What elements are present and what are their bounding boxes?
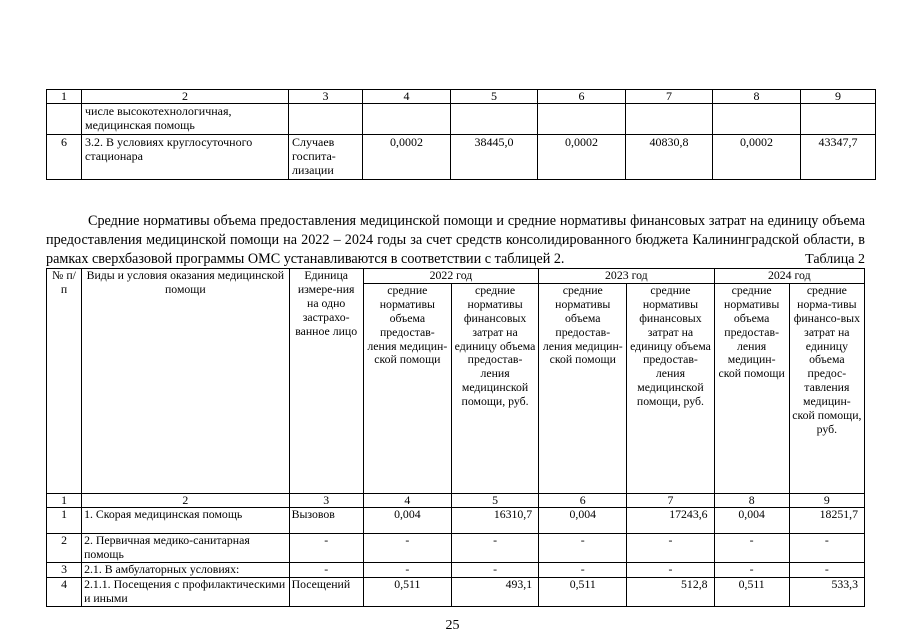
row-value: 17243,6 [627,507,714,533]
row-num [47,104,82,135]
row-unit: Вызовов [289,507,363,533]
row-value: - [714,562,789,577]
row-value: 0,511 [539,577,627,606]
row-name: 2.1. В амбулаторных условиях: [82,562,290,577]
row-value: - [451,533,538,562]
row-value: - [363,562,451,577]
row-value: 18251,7 [789,507,864,533]
col-number: 4 [363,493,451,507]
header-finance-2023: средние нормативы финансовых затрат на единицу объема предостав-ления медицинской помощи, руб. [627,283,714,493]
row-unit: Случаев госпита-лизации [289,135,363,180]
table-continuation [46,89,876,180]
header-volume-2022: средние нормативы объема предостав-ления медицин-ской помощи [363,283,451,493]
row-value [451,104,538,135]
row-value: 0,004 [539,507,627,533]
row-value: 0,511 [363,577,451,606]
row-unit: - [289,533,363,562]
row-value: - [714,533,789,562]
row-value [363,104,451,135]
row-name: числе высокотехнологичная, медицинская помощь [82,104,289,135]
row-value: 493,1 [451,577,538,606]
row-value: 40830,8 [626,135,713,180]
row-value: 512,8 [627,577,714,606]
row-value [713,104,801,135]
header-year-2022: 2022 год [363,269,538,284]
col-number: 3 [289,90,363,104]
table-row [47,533,865,562]
row-num: 4 [47,577,82,606]
row-value: 0,0002 [538,135,626,180]
row-value [626,104,713,135]
table-2 [46,268,865,607]
header-unit: Единица измере-ния на одно застрахо-ванное лицо [289,269,363,494]
body-paragraph: Средние нормативы объема предоставления медицинской помощи и средние нормативы финансовых затрат на единицу объема предоставления медицинской помощи на 2022 – 2024 годы за счет средств консолидированного бюджета Калининградской области, в рамках сверхбазовой программы ОМС устанавливаются в соответствии с таблицей 2. [46,213,865,268]
col-number: 9 [789,493,864,507]
col-number: 6 [539,493,627,507]
header-year-2024: 2024 год [714,269,864,284]
row-value: - [789,562,864,577]
col-number: 2 [82,90,289,104]
header-num: № п/п [47,269,82,494]
table-row [47,135,876,180]
col-number: 4 [363,90,451,104]
column-number-row [47,90,876,104]
row-value: - [789,533,864,562]
row-value: - [539,533,627,562]
column-number-row [47,493,865,507]
col-number: 6 [538,90,626,104]
col-number: 2 [82,493,290,507]
header-volume-2024: средние нормативы объема предостав-ления медицин-ской помощи [714,283,789,493]
table-caption: Таблица 2 [805,252,865,267]
row-value: 16310,7 [451,507,538,533]
row-unit: Посещений [289,577,363,606]
header-volume-2023: средние нормативы объема предостав-ления медицин-ской помощи [539,283,627,493]
row-name: 1. Скорая медицинская помощь [82,507,290,533]
row-name: 2. Первичная медико-санитарная помощь [82,533,290,562]
header-year-2023: 2023 год [539,269,714,284]
row-num: 1 [47,507,82,533]
col-number: 8 [713,90,801,104]
table-row [47,104,876,135]
page-number: 25 [445,618,460,633]
row-value [801,104,876,135]
row-value: - [451,562,538,577]
header-row [47,269,865,284]
row-num: 2 [47,533,82,562]
col-number: 5 [451,493,538,507]
row-unit [289,104,363,135]
table-row [47,507,865,533]
row-name: 2.1.1. Посещения с профилактическими и иными [82,577,290,606]
col-number: 7 [626,90,713,104]
row-value: 0,004 [363,507,451,533]
row-value: 0,511 [714,577,789,606]
col-number: 9 [801,90,876,104]
row-unit: - [289,562,363,577]
table-row [47,562,865,577]
col-number: 1 [47,493,82,507]
col-number: 5 [451,90,538,104]
row-value: 0,0002 [713,135,801,180]
row-value: 0,004 [714,507,789,533]
row-value: 533,3 [789,577,864,606]
header-finance-2024: средние норма-тивы финансо-вых затрат на единицу объема предос-тавления медицин-ской помощи, руб. [789,283,864,493]
row-value: 38445,0 [451,135,538,180]
row-value: - [627,562,714,577]
row-value: 0,0002 [363,135,451,180]
col-number: 3 [289,493,363,507]
row-value: - [627,533,714,562]
row-value: 43347,7 [801,135,876,180]
table-row [47,577,865,606]
col-number: 8 [714,493,789,507]
col-number: 7 [627,493,714,507]
row-value [538,104,626,135]
col-number: 1 [47,90,82,104]
row-name: 3.2. В условиях круглосуточного стационара [82,135,289,180]
row-value: - [539,562,627,577]
row-num: 6 [47,135,82,180]
row-value: - [363,533,451,562]
row-num: 3 [47,562,82,577]
header-finance-2022: средние нормативы финансовых затрат на единицу объема предостав-ления медицинской помощи, руб. [451,283,538,493]
header-types: Виды и условия оказания медицинской помощи [82,269,290,494]
